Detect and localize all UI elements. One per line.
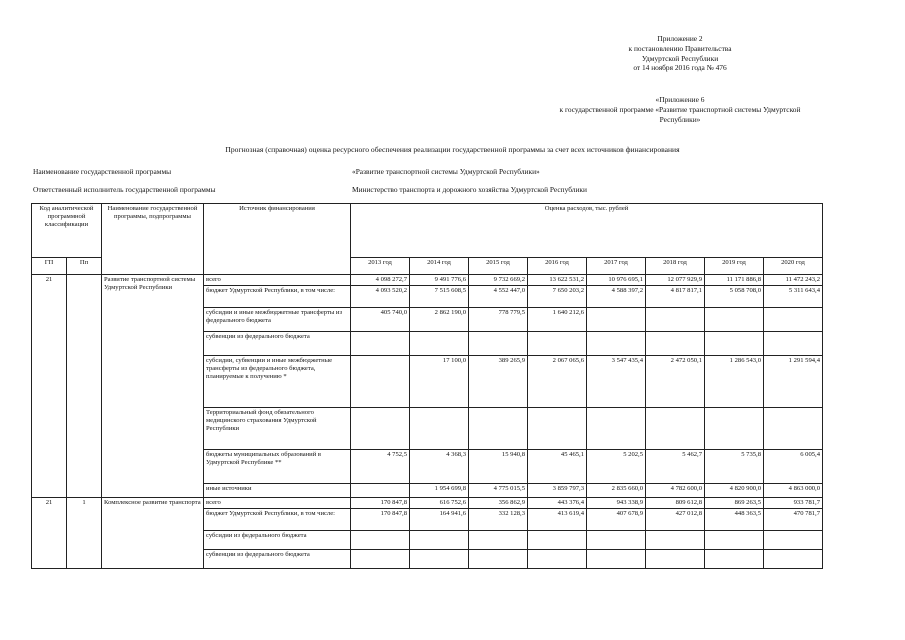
source-cell: бюджет Удмуртской Республики, в том числе: — [204, 509, 351, 531]
group-gp: 21 — [32, 275, 67, 498]
value-cell: 4 552 447,0 — [469, 286, 528, 308]
source-cell: бюджеты муниципальных образований в Удмуртской Республике ** — [204, 450, 351, 484]
value-cell — [410, 332, 469, 356]
header-source: Источник финансирования — [204, 204, 351, 275]
value-cell — [587, 531, 646, 550]
value-cell — [646, 408, 705, 450]
value-cell: 407 678,9 — [587, 509, 646, 531]
value-cell: 427 012,8 — [646, 509, 705, 531]
value-cell — [351, 408, 410, 450]
header-year: 2014 год — [410, 258, 469, 275]
header-estimate: Оценка расходов, тыс. рублей — [351, 204, 823, 258]
value-cell: 405 740,0 — [351, 308, 410, 332]
value-cell: 809 612,8 — [646, 498, 705, 509]
value-cell: 869 263,5 — [705, 498, 764, 509]
header-year: 2017 год — [587, 258, 646, 275]
value-cell: 4 588 397,2 — [587, 286, 646, 308]
header-code: Код аналитической программной классификации — [32, 204, 102, 258]
value-cell: 45 465,1 — [528, 450, 587, 484]
value-cell: 4 817 817,1 — [646, 286, 705, 308]
value-cell: 5 311 643,4 — [764, 286, 823, 308]
source-cell: всего — [204, 498, 351, 509]
value-cell: 4 098 272,7 — [351, 275, 410, 286]
appendix-2-line: к постановлению Правительства — [628, 43, 732, 53]
value-cell: 356 862,9 — [469, 498, 528, 509]
value-cell — [351, 356, 410, 408]
appendix-6-header — [520, 95, 840, 124]
value-cell — [705, 531, 764, 550]
group-name: Развитие транспортной системы Удмуртской Республики — [102, 275, 204, 498]
value-cell: 5 735,8 — [705, 450, 764, 484]
value-cell — [646, 308, 705, 332]
group-name: Комплексное развитие транспорта — [102, 498, 204, 569]
program-label: Наименование государственной программы — [33, 167, 172, 176]
value-cell — [469, 550, 528, 569]
resource-table — [31, 203, 823, 569]
value-cell — [469, 531, 528, 550]
value-cell: 10 976 695,1 — [587, 275, 646, 286]
value-cell: 4 093 520,2 — [351, 286, 410, 308]
value-cell: 3 859 797,3 — [528, 484, 587, 498]
value-cell — [587, 308, 646, 332]
value-cell — [587, 408, 646, 450]
value-cell — [528, 408, 587, 450]
value-cell: 1 286 543,0 — [705, 356, 764, 408]
value-cell — [764, 531, 823, 550]
appendix-2-line: Приложение 2 — [657, 34, 703, 43]
executor-value: Министерство транспорта и дорожного хозяйства Удмуртской Республики — [352, 185, 587, 194]
value-cell: 4 782 600,0 — [646, 484, 705, 498]
header-year: 2013 год — [351, 258, 410, 275]
value-cell: 4 863 000,0 — [764, 484, 823, 498]
value-cell — [705, 408, 764, 450]
value-cell — [705, 308, 764, 332]
source-cell: всего — [204, 275, 351, 286]
value-cell: 2 835 660,0 — [587, 484, 646, 498]
value-cell — [764, 408, 823, 450]
value-cell: 164 941,6 — [410, 509, 469, 531]
value-cell: 5 462,7 — [646, 450, 705, 484]
value-cell — [646, 531, 705, 550]
value-cell: 616 752,6 — [410, 498, 469, 509]
value-cell: 9 732 669,2 — [469, 275, 528, 286]
value-cell — [351, 550, 410, 569]
value-cell — [410, 408, 469, 450]
value-cell: 15 940,8 — [469, 450, 528, 484]
appendix-2-header — [560, 34, 800, 73]
value-cell — [587, 332, 646, 356]
header-pp: Пп — [67, 258, 102, 275]
value-cell: 5 202,5 — [587, 450, 646, 484]
appendix-6-line: «Приложение 6 — [655, 95, 705, 104]
value-cell: 13 622 531,2 — [528, 275, 587, 286]
header-gp: ГП — [32, 258, 67, 275]
value-cell — [469, 408, 528, 450]
value-cell: 4 775 015,5 — [469, 484, 528, 498]
value-cell: 1 291 594,4 — [764, 356, 823, 408]
value-cell — [587, 550, 646, 569]
appendix-2-line: от 14 ноября 2016 года № 476 — [633, 63, 727, 73]
value-cell: 2 472 050,1 — [646, 356, 705, 408]
value-cell: 17 100,0 — [410, 356, 469, 408]
source-cell: бюджет Удмуртской Республики, в том числе: — [204, 286, 351, 308]
header-year: 2019 год — [705, 258, 764, 275]
header-year: 2016 год — [528, 258, 587, 275]
value-cell — [351, 484, 410, 498]
value-cell: 3 547 435,4 — [587, 356, 646, 408]
value-cell: 2 067 065,6 — [528, 356, 587, 408]
value-cell: 4 752,5 — [351, 450, 410, 484]
header-year: 2015 год — [469, 258, 528, 275]
value-cell: 9 491 776,6 — [410, 275, 469, 286]
source-cell: субсидии и иные межбюджетные трансферты из федерального бюджета — [204, 308, 351, 332]
table-row — [32, 498, 823, 509]
value-cell — [528, 531, 587, 550]
value-cell: 11 171 886,8 — [705, 275, 764, 286]
value-cell — [764, 332, 823, 356]
appendix-6-line: к государственной программе «Развитие транспортной системы Удмуртской — [559, 104, 801, 114]
header-year: 2018 год — [646, 258, 705, 275]
group-pp: 1 — [67, 498, 102, 569]
value-cell: 448 363,5 — [705, 509, 764, 531]
value-cell: 6 005,4 — [764, 450, 823, 484]
value-cell: 4 368,3 — [410, 450, 469, 484]
source-cell: Территориальный фонд обязательного медицинского страхования Удмуртской Республики — [204, 408, 351, 450]
value-cell — [705, 550, 764, 569]
value-cell: 443 376,4 — [528, 498, 587, 509]
value-cell — [528, 550, 587, 569]
source-cell: иные источники — [204, 484, 351, 498]
group-pp — [67, 275, 102, 498]
program-value: «Развитие транспортной системы Удмуртской Республики» — [352, 167, 540, 176]
value-cell: 933 781,7 — [764, 498, 823, 509]
value-cell: 7 650 203,2 — [528, 286, 587, 308]
value-cell — [469, 332, 528, 356]
value-cell — [351, 531, 410, 550]
value-cell — [528, 332, 587, 356]
value-cell: 389 265,9 — [469, 356, 528, 408]
value-cell: 332 128,3 — [469, 509, 528, 531]
source-cell: субсидии, субвенции и иные межбюджетные трансферты из федерального бюджета, планируемые к получению * — [204, 356, 351, 408]
group-gp: 21 — [32, 498, 67, 569]
value-cell — [646, 332, 705, 356]
source-cell: субсидии из федерального бюджета — [204, 531, 351, 550]
header-name: Наименование государственной программы, подпрограммы — [102, 204, 204, 275]
value-cell: 11 472 243,2 — [764, 275, 823, 286]
value-cell: 7 515 608,5 — [410, 286, 469, 308]
document-title: Прогнозная (справочная) оценка ресурсного обеспечения реализации государственной программы за счет всех источников финансирования — [225, 145, 680, 154]
value-cell — [646, 550, 705, 569]
appendix-2-line: Удмуртской Республики — [641, 53, 719, 63]
value-cell: 170 847,8 — [351, 509, 410, 531]
value-cell — [410, 531, 469, 550]
value-cell — [764, 308, 823, 332]
value-cell: 470 781,7 — [764, 509, 823, 531]
source-cell: субвенции из федерального бюджета — [204, 332, 351, 356]
table-row — [32, 275, 823, 286]
value-cell: 4 820 900,0 — [705, 484, 764, 498]
appendix-6-line: Республики» — [659, 114, 701, 124]
executor-label: Ответственный исполнитель государственной программы — [33, 185, 216, 194]
value-cell: 170 847,8 — [351, 498, 410, 509]
value-cell: 413 619,4 — [528, 509, 587, 531]
value-cell — [764, 550, 823, 569]
header-year: 2020 год — [764, 258, 823, 275]
value-cell — [705, 332, 764, 356]
value-cell: 778 779,5 — [469, 308, 528, 332]
value-cell: 2 862 190,0 — [410, 308, 469, 332]
value-cell: 12 077 929,9 — [646, 275, 705, 286]
value-cell — [351, 332, 410, 356]
value-cell: 1 640 212,6 — [528, 308, 587, 332]
value-cell: 5 058 708,0 — [705, 286, 764, 308]
value-cell: 943 338,9 — [587, 498, 646, 509]
source-cell: субвенции из федерального бюджета — [204, 550, 351, 569]
value-cell — [410, 550, 469, 569]
value-cell: 1 954 699,8 — [410, 484, 469, 498]
